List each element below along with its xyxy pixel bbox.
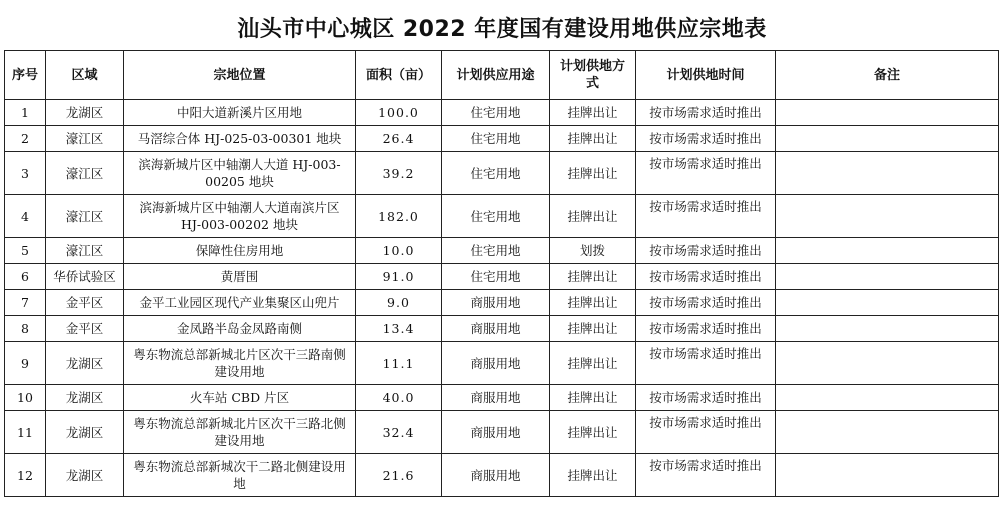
cell-location: 粤东物流总部新城北片区次干三路南侧建设用地	[124, 342, 356, 385]
cell-method: 挂牌出让	[550, 342, 636, 385]
table-row	[5, 411, 999, 454]
cell-use: 住宅用地	[442, 264, 550, 290]
cell-method: 挂牌出让	[550, 411, 636, 454]
cell-no: 2	[5, 126, 46, 152]
table-row	[5, 454, 999, 497]
cell-area: 32.4	[356, 411, 442, 454]
table-row	[5, 264, 999, 290]
cell-method: 挂牌出让	[550, 385, 636, 411]
cell-no: 9	[5, 342, 46, 385]
cell-use: 商服用地	[442, 385, 550, 411]
cell-district: 华侨试验区	[46, 264, 124, 290]
cell-use: 住宅用地	[442, 238, 550, 264]
cell-district: 濠江区	[46, 195, 124, 238]
table-row	[5, 126, 999, 152]
cell-method: 划拨	[550, 238, 636, 264]
cell-district: 龙湖区	[46, 100, 124, 126]
cell-no: 10	[5, 385, 46, 411]
table-header-row	[5, 51, 999, 100]
cell-time: 按市场需求适时推出	[636, 126, 776, 152]
header-no: 序号	[5, 51, 46, 100]
header-location: 宗地位置	[124, 51, 356, 100]
cell-district: 龙湖区	[46, 385, 124, 411]
cell-no: 1	[5, 100, 46, 126]
cell-area: 13.4	[356, 316, 442, 342]
table-row	[5, 195, 999, 238]
cell-time: 按市场需求适时推出	[636, 385, 776, 411]
cell-time: 按市场需求适时推出	[636, 342, 776, 385]
cell-location: 黄厝围	[124, 264, 356, 290]
cell-no: 3	[5, 152, 46, 195]
cell-remark	[776, 342, 999, 385]
cell-time: 按市场需求适时推出	[636, 454, 776, 497]
cell-remark	[776, 238, 999, 264]
cell-remark	[776, 454, 999, 497]
table-row	[5, 385, 999, 411]
cell-remark	[776, 411, 999, 454]
cell-remark	[776, 100, 999, 126]
page-title: 汕头市中心城区 2022 年度国有建设用地供应宗地表	[237, 17, 767, 42]
cell-use: 商服用地	[442, 411, 550, 454]
cell-use: 住宅用地	[442, 195, 550, 238]
cell-area: 11.1	[356, 342, 442, 385]
cell-district: 濠江区	[46, 126, 124, 152]
cell-use: 商服用地	[442, 342, 550, 385]
header-use: 计划供应用途	[442, 51, 550, 100]
cell-method: 挂牌出让	[550, 152, 636, 195]
cell-use: 住宅用地	[442, 126, 550, 152]
cell-time: 按市场需求适时推出	[636, 152, 776, 195]
cell-use: 商服用地	[442, 454, 550, 497]
cell-area: 182.0	[356, 195, 442, 238]
table-row	[5, 152, 999, 195]
cell-location: 中阳大道新溪片区用地	[124, 100, 356, 126]
cell-remark	[776, 290, 999, 316]
cell-time: 按市场需求适时推出	[636, 264, 776, 290]
cell-location: 火车站 CBD 片区	[124, 385, 356, 411]
cell-use: 住宅用地	[442, 100, 550, 126]
cell-location: 滨海新城片区中轴潮人大道 HJ-003-00205 地块	[124, 152, 356, 195]
cell-area: 91.0	[356, 264, 442, 290]
cell-no: 6	[5, 264, 46, 290]
cell-district: 濠江区	[46, 238, 124, 264]
cell-remark	[776, 316, 999, 342]
cell-area: 39.2	[356, 152, 442, 195]
cell-no: 7	[5, 290, 46, 316]
cell-location: 金平工业园区现代产业集聚区山兜片	[124, 290, 356, 316]
cell-area: 40.0	[356, 385, 442, 411]
cell-no: 8	[5, 316, 46, 342]
header-district: 区域	[46, 51, 124, 100]
cell-time: 按市场需求适时推出	[636, 411, 776, 454]
cell-no: 4	[5, 195, 46, 238]
cell-area: 21.6	[356, 454, 442, 497]
header-area: 面积（亩）	[356, 51, 442, 100]
cell-method: 挂牌出让	[550, 126, 636, 152]
cell-remark	[776, 385, 999, 411]
cell-location: 马滘综合体 HJ-025-03-00301 地块	[124, 126, 356, 152]
cell-location: 粤东物流总部新城次干二路北侧建设用地	[124, 454, 356, 497]
cell-use: 商服用地	[442, 316, 550, 342]
table-row	[5, 100, 999, 126]
cell-area: 9.0	[356, 290, 442, 316]
header-method: 计划供地方式	[550, 51, 636, 100]
cell-method: 挂牌出让	[550, 195, 636, 238]
cell-district: 龙湖区	[46, 411, 124, 454]
header-remark: 备注	[776, 51, 999, 100]
cell-use: 商服用地	[442, 290, 550, 316]
cell-area: 10.0	[356, 238, 442, 264]
cell-location: 粤东物流总部新城北片区次干三路北侧建设用地	[124, 411, 356, 454]
cell-method: 挂牌出让	[550, 454, 636, 497]
cell-no: 12	[5, 454, 46, 497]
cell-remark	[776, 152, 999, 195]
cell-district: 濠江区	[46, 152, 124, 195]
table-row	[5, 316, 999, 342]
cell-method: 挂牌出让	[550, 264, 636, 290]
cell-location: 金凤路半岛金凤路南侧	[124, 316, 356, 342]
cell-area: 26.4	[356, 126, 442, 152]
cell-district: 龙湖区	[46, 454, 124, 497]
cell-no: 5	[5, 238, 46, 264]
table-row	[5, 290, 999, 316]
cell-method: 挂牌出让	[550, 100, 636, 126]
cell-time: 按市场需求适时推出	[636, 238, 776, 264]
cell-method: 挂牌出让	[550, 316, 636, 342]
cell-location: 保障性住房用地	[124, 238, 356, 264]
cell-time: 按市场需求适时推出	[636, 195, 776, 238]
cell-remark	[776, 195, 999, 238]
table-row	[5, 238, 999, 264]
table-row	[5, 342, 999, 385]
cell-district: 金平区	[46, 290, 124, 316]
cell-method: 挂牌出让	[550, 290, 636, 316]
cell-time: 按市场需求适时推出	[636, 316, 776, 342]
cell-remark	[776, 126, 999, 152]
cell-district: 龙湖区	[46, 342, 124, 385]
header-time: 计划供地时间	[636, 51, 776, 100]
cell-district: 金平区	[46, 316, 124, 342]
cell-no: 11	[5, 411, 46, 454]
cell-area: 100.0	[356, 100, 442, 126]
cell-use: 住宅用地	[442, 152, 550, 195]
cell-time: 按市场需求适时推出	[636, 100, 776, 126]
land-supply-table	[4, 50, 999, 497]
cell-time: 按市场需求适时推出	[636, 290, 776, 316]
cell-location: 滨海新城片区中轴潮人大道南滨片区 HJ-003-00202 地块	[124, 195, 356, 238]
cell-remark	[776, 264, 999, 290]
